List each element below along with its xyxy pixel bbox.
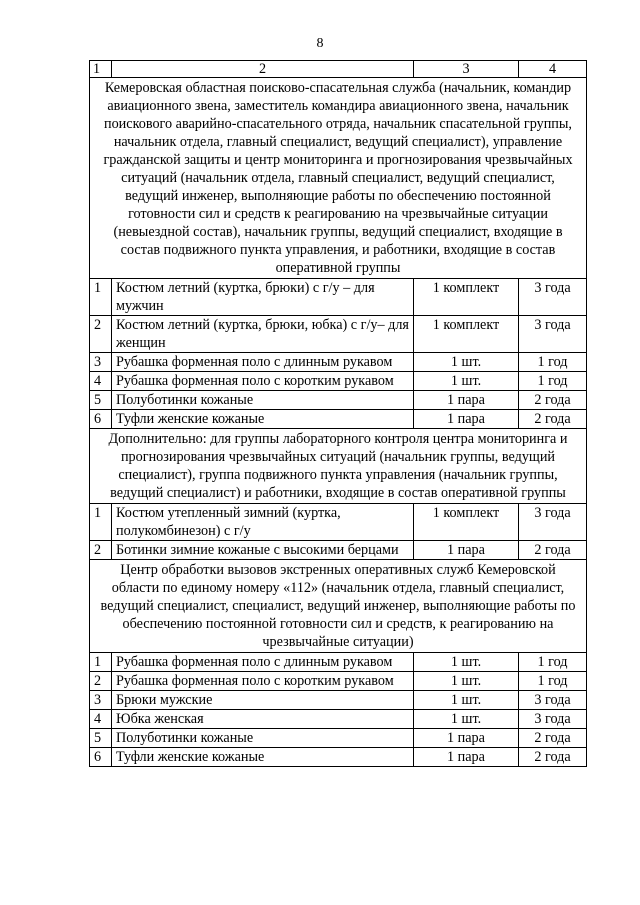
- table-row: [90, 279, 587, 316]
- row-number: 2: [90, 672, 112, 691]
- table-row: [90, 504, 587, 541]
- item-name: Туфли женские кожаные: [112, 410, 414, 429]
- row-number: 5: [90, 391, 112, 410]
- item-name: Костюм утепленный зимний (куртка, полукомбинезон) с г/у: [112, 504, 414, 541]
- table-row: [90, 391, 587, 410]
- item-name: Туфли женские кожаные: [112, 748, 414, 767]
- item-quantity: 1 пара: [414, 391, 519, 410]
- clothing-norms-table: [89, 60, 587, 767]
- header-cell-1: 1: [90, 61, 112, 78]
- header-cell-2: 2: [112, 61, 414, 78]
- table-row: [90, 541, 587, 560]
- item-term: 1 год: [519, 653, 587, 672]
- table-row: [90, 729, 587, 748]
- header-row: [90, 61, 587, 78]
- table-row: [90, 353, 587, 372]
- page-number: 8: [316, 36, 324, 51]
- item-term: 1 год: [519, 672, 587, 691]
- row-number: 2: [90, 316, 112, 353]
- item-term: 2 года: [519, 541, 587, 560]
- row-number: 3: [90, 691, 112, 710]
- item-quantity: 1 шт.: [414, 710, 519, 729]
- section-title: Центр обработки вызовов экстренных оперативных служб Кемеровской области по единому номеру «112» (начальник отдела, главный специалист, ведущий специалист, специалист, ведущий инженер, выполняющие работы по обеспечению постоянной готовности сил и средств, к реагированию на чрезвычайные ситуации): [90, 560, 587, 653]
- item-quantity: 1 шт.: [414, 353, 519, 372]
- table-row: [90, 748, 587, 767]
- item-name: Костюм летний (куртка, брюки, юбка) с г/у– для женщин: [112, 316, 414, 353]
- item-term: 3 года: [519, 504, 587, 541]
- item-name: Юбка женская: [112, 710, 414, 729]
- table-row: [90, 653, 587, 672]
- item-term: 3 года: [519, 316, 587, 353]
- section-title: Дополнительно: для группы лабораторного контроля центра мониторинга и прогнозирования чрезвычайных ситуаций (начальник группы, ведущий специалист), группа подвижного пункта управления (начальник группы, ведущий специалист) и работники, входящие в состав оперативной группы: [90, 429, 587, 504]
- row-number: 6: [90, 410, 112, 429]
- item-name: Костюм летний (куртка, брюки) с г/у – для мужчин: [112, 279, 414, 316]
- table-row: [90, 691, 587, 710]
- item-quantity: 1 шт.: [414, 372, 519, 391]
- item-quantity: 1 шт.: [414, 691, 519, 710]
- item-term: 3 года: [519, 710, 587, 729]
- item-name: Брюки мужские: [112, 691, 414, 710]
- row-number: 6: [90, 748, 112, 767]
- section-row: [90, 560, 587, 653]
- item-quantity: 1 пара: [414, 541, 519, 560]
- item-term: 1 год: [519, 353, 587, 372]
- item-quantity: 1 комплект: [414, 316, 519, 353]
- item-name: Рубашка форменная поло с коротким рукавом: [112, 672, 414, 691]
- item-name: Полуботинки кожаные: [112, 391, 414, 410]
- item-name: Полуботинки кожаные: [112, 729, 414, 748]
- item-quantity: 1 пара: [414, 410, 519, 429]
- section-row: [90, 429, 587, 504]
- item-term: 2 года: [519, 410, 587, 429]
- item-quantity: 1 комплект: [414, 279, 519, 316]
- item-term: 3 года: [519, 691, 587, 710]
- item-name: Рубашка форменная поло с длинным рукавом: [112, 353, 414, 372]
- row-number: 2: [90, 541, 112, 560]
- row-number: 4: [90, 710, 112, 729]
- item-quantity: 1 пара: [414, 748, 519, 767]
- section-row: [90, 78, 587, 279]
- row-number: 1: [90, 504, 112, 541]
- item-term: 2 года: [519, 391, 587, 410]
- table-row: [90, 672, 587, 691]
- item-term: 1 год: [519, 372, 587, 391]
- row-number: 5: [90, 729, 112, 748]
- table-row: [90, 372, 587, 391]
- item-quantity: 1 шт.: [414, 653, 519, 672]
- item-quantity: 1 пара: [414, 729, 519, 748]
- table-row: [90, 316, 587, 353]
- header-cell-4: 4: [519, 61, 587, 78]
- row-number: 3: [90, 353, 112, 372]
- item-name: Рубашка форменная поло с длинным рукавом: [112, 653, 414, 672]
- item-term: 3 года: [519, 279, 587, 316]
- item-name: Рубашка форменная поло с коротким рукавом: [112, 372, 414, 391]
- item-term: 2 года: [519, 729, 587, 748]
- table-row: [90, 710, 587, 729]
- row-number: 1: [90, 279, 112, 316]
- item-quantity: 1 шт.: [414, 672, 519, 691]
- item-name: Ботинки зимние кожаные с высокими берцами: [112, 541, 414, 560]
- row-number: 4: [90, 372, 112, 391]
- row-number: 1: [90, 653, 112, 672]
- header-cell-3: 3: [414, 61, 519, 78]
- item-quantity: 1 комплект: [414, 504, 519, 541]
- section-title: Кемеровская областная поисково-спасательная служба (начальник, командир авиационного звена, заместитель командира авиационного звена, начальник поискового аварийно-спасательного отряда, начальник спасательной группы, начальник отдела, главный специалист, ведущий специалист), управление гражданской защиты и центр мониторинга и прогнозирования чрезвычайных ситуаций (начальник отдела, главный специалист, ведущий специалист, ведущий инженер, выполняющие работы по обеспечению постоянной готовности сил и средств к реагированию на чрезвычайные ситуации (невыездной состав), начальник группы, ведущий специалист, входящие в состав подвижного пункта управления, и работники, входящие в состав оперативной группы: [90, 78, 587, 279]
- table-row: [90, 410, 587, 429]
- item-term: 2 года: [519, 748, 587, 767]
